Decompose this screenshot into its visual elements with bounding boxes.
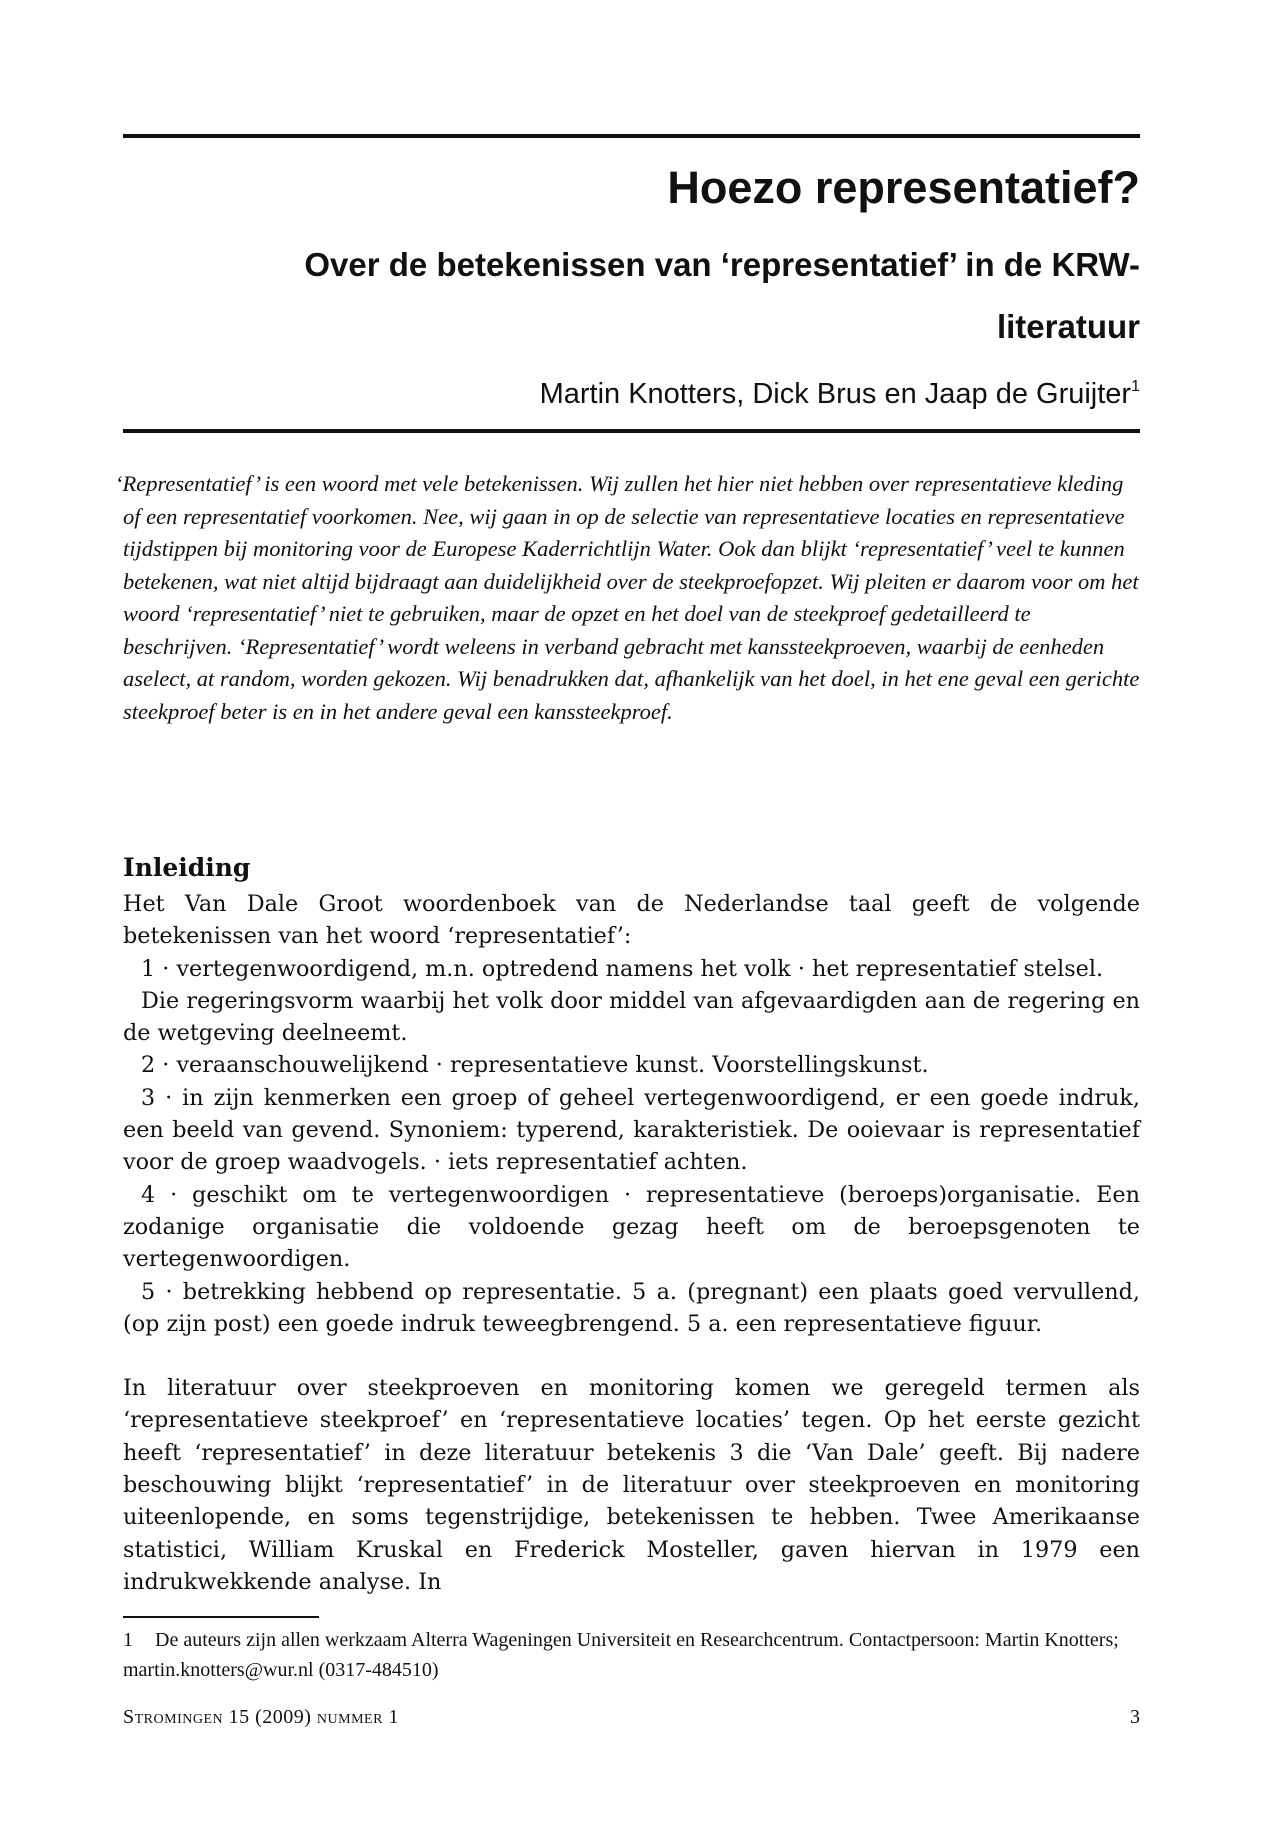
header-bottom-rule [123,429,1140,433]
subtitle-line-1: Over de betekenissen van ‘representatief’ in de KRW- [304,246,1140,283]
article-subtitle [123,234,1140,358]
footnote-rule [123,1616,319,1618]
section-heading: Inleiding [123,853,251,882]
paragraph-gap [123,1340,1140,1372]
top-rule [123,134,1140,138]
definition-item: 5 · betrekking hebbend op representatie. 5 a. (pregnant) een plaats goed vervullend, (op zijn post) een goede indruk teweegbrengend. 5 a. een representatieve figuur. [123,1278,1140,1337]
subtitle-line-2: literatuur [996,308,1140,345]
author-line [123,368,1140,413]
definition-item: 4 · geschikt om te vertegenwoordigen · representatieve (beroeps)organisatie. Een zodanige organisatie die voldoende gezag heeft om de beroepsgenoten te vertegenwoordigen. [123,1181,1140,1273]
body-text [123,888,1140,1598]
body-paragraph: In literatuur over steekproeven en monitoring komen we geregeld termen als ‘representatieve steekproef’ en ‘representatieve locaties’ tegen. Op het eerste gezicht heeft ‘representatief’ in deze literatuur betekenis 3 die ‘Van Dale’ geeft. Bij nadere beschouwing blijkt ‘representatief’ in de literatuur over steekproeven en monitoring uiteenlopende, en soms tegenstrijdige, betekenissen te hebben. Twee Amerikaanse statistici, William Kruskal en Frederick Mosteller, gaven hiervan in 1979 een indrukwekkende analyse. In [123,1375,1140,1595]
page-footer [123,1702,1140,1732]
footnote [123,1625,1140,1685]
authors-footnote-mark: 1 [1131,378,1140,395]
abstract [115,468,1143,728]
abstract-text: ‘Representatief’ is een woord met vele betekenissen. Wij zullen het hier niet hebben over representatieve kleding of een representatief voorkomen. Nee, wij gaan in op de selectie van representatieve locaties en representatieve tijdstippen bij monitoring voor de Europese Kaderrichtlijn Water. Ook dan blijkt ‘representatief’ veel te kunnen betekenen, wat niet altijd bijdraagt aan duidelijkheid over de steekproefopzet. Wij pleiten er daarom voor om het woord ‘representatief’ niet te gebruiken, maar de opzet en het doel van de steekproef gedetailleerd te beschrijven. ‘Representatief’ wordt weleens in verband gebracht met kanssteekproeven, waarbij de eenheden aselect, at random, worden gekozen. Wij benadrukken dat, afhankelijk van het doel, in het ene geval een gerichte steekproef beter is en in het andere geval een kanssteekproef. [115,471,1140,724]
journal-reference: Stromingen 15 (2009) nummer 1 [123,1706,399,1728]
footnote-text: De auteurs zijn allen werkzaam Alterra Wageningen Universiteit en Researchcentrum. Contactpersoon: Martin Knotters; martin.knotters@wur.nl (0317-484510) [123,1629,1119,1681]
article-title: Hoezo representatief? [667,162,1140,213]
authors: Martin Knotters, Dick Brus en Jaap de Gruijter [539,378,1132,410]
footnote-number: 1 [123,1629,133,1651]
page-number: 3 [1130,1706,1140,1728]
definition-item: 3 · in zijn kenmerken een groep of geheel vertegenwoordigend, er een goede indruk, een beeld van gevend. Synoniem: typerend, karakteristiek. De ooievaar is representatief voor de groep waadvogels. · iets representatief achten. [123,1084,1140,1176]
intro-paragraph: Het Van Dale Groot woordenboek van de Nederlandse taal geeft de volgende betekenissen van het woord ‘representatief’: [123,891,1140,950]
definition-item: 1 · vertegenwoordigend, m.n. optredend namens het volk · het representatief stelsel. [141,955,1104,982]
definition-item: 2 · veraanschouwelijkend · representatieve kunst. Voorstellingskunst. [141,1052,929,1079]
definition-item: Die regeringsvorm waarbij het volk door middel van afgevaardigden aan de regering en de wetgeving deelneemt. [123,987,1140,1047]
